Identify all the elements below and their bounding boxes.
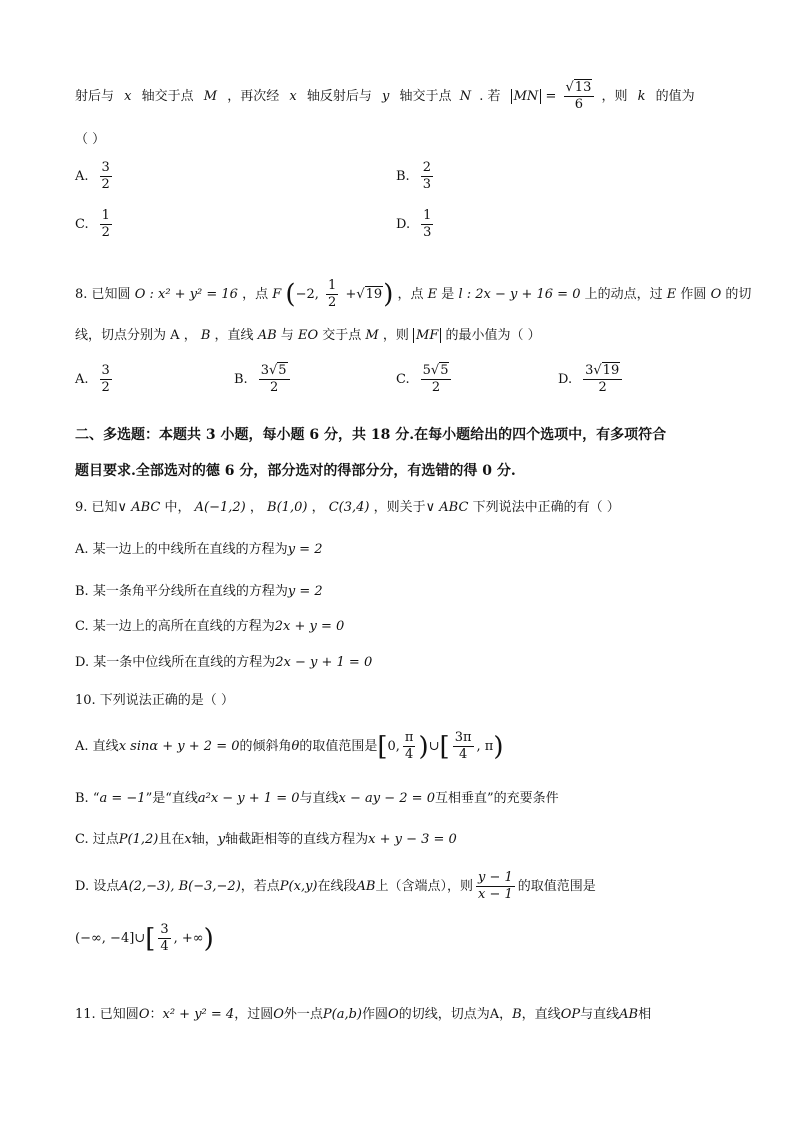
q8-option-c: C. $\frac{5√5}{2}$ (396, 363, 454, 396)
q8-option-b: B. $\frac{3√5}{2}$ (234, 363, 293, 396)
text: ，则 (601, 89, 628, 104)
q8-option-a: A. $\frac{3}{2}$ (75, 363, 110, 395)
math-var: N (459, 89, 472, 104)
math-var: y (382, 89, 390, 104)
q8-line1: 8. 已知圆 O : x² + y² = 16 ，点 F (−2, $\frac{1}{2}$ +√19) ，点 E 是 l : 2x − y + 16 = 0 上的动点，过 E 作圆 O 的切 (75, 278, 752, 310)
option-label: A. (75, 169, 89, 184)
fraction: $\frac{1}{2}$ (328, 278, 337, 310)
q8-option-d: D. $\frac{3√19}{2}$ (558, 363, 625, 396)
text: 轴交于点 (399, 89, 452, 104)
fraction: $\frac{5√5}{2}$ (421, 363, 452, 396)
text: ，再次经 (227, 89, 280, 104)
point-label: F (272, 287, 282, 302)
fraction: $\frac{3√5}{2}$ (259, 363, 290, 396)
q7-line (75, 80, 695, 113)
fraction: $\frac{√13}{6}$ (564, 80, 595, 113)
circle-equation: O : x² + y² = 16 (134, 287, 238, 302)
fraction: $\frac{\pi}{4}$ (404, 730, 414, 762)
q9-option-b: B. 某一条角平分线所在直线的方程为y = 2 (75, 584, 323, 599)
q10-option-d-range: (−∞, −4] ∪ [ $\frac{3}{4}$ , +∞ ) (75, 922, 214, 954)
q7-paren: （ ） (75, 132, 106, 147)
fraction: $\frac{2}{3}$ (422, 160, 431, 192)
text: 轴反射后与 (306, 89, 372, 104)
q7-option-d (396, 208, 436, 241)
q8-line2: 线，切点分别为 A ， B ，直线 AB 与 EO 交于点 M ，则 MF 的最小值为（ ） (75, 328, 541, 343)
option-label: C. (75, 217, 89, 232)
q10-option-a: A. 直线 x sinα + y + 2 = 0 的倾斜角 θ 的取值范围是 [ 0, $\frac{\pi}{4}$ ) ∪ [ $\frac{3\pi}{4}$ , π ) (75, 730, 504, 762)
q9-option-c: C. 某一边上的高所在直线的方程为2x + y = 0 (75, 619, 345, 634)
fraction: $\frac{3}{4}$ (160, 922, 169, 954)
math-var: x (289, 89, 297, 104)
q10-stem: 10. 下列说法正确的是（ ） (75, 693, 234, 708)
q10-option-c: C. 过点P(1,2)且在x轴，y轴截距相等的直线方程为x + y − 3 = 0 (75, 832, 457, 847)
q9-option-a: A. 某一边上的中线所在直线的方程为y = 2 (75, 542, 323, 557)
text: 的值为 (655, 89, 695, 104)
math-eq: = (545, 89, 557, 104)
math-abs: MF (413, 328, 441, 343)
text: 射后与 (75, 89, 115, 104)
fraction: $\frac{1}{3}$ (423, 208, 432, 240)
math-var: x (124, 89, 132, 104)
math-var: M (203, 89, 218, 104)
text: 轴交于点 (141, 89, 194, 104)
option-label: B. (396, 169, 410, 184)
q10-option-d: D. 设点 A(2,−3), B(−3,−2) ，若点 P(x,y) 在线段 AB 上（含端点），则 $\frac{y - 1}{x - 1}$ 的取值范围是 (75, 870, 596, 902)
math-abs: MN (511, 89, 542, 104)
q10-option-b: B. “a = −1”是“直线a²x − y + 1 = 0与直线x − ay − 2 = 0互相垂直”的充要条件 (75, 791, 559, 806)
q7-option-b (396, 160, 436, 193)
q7-option-c (75, 208, 115, 241)
section-heading-line2: 题目要求.全部选对的德 6 分，部分选对的得部分分，有选错的得 0 分. (75, 463, 516, 479)
fraction: $\frac{3}{2}$ (101, 160, 110, 192)
q11-stem: 11. 已知圆O：x² + y² = 4，过圆O外一点P(a,b)作圆O的切线，切点为A，B，直线OP与直线AB相 (75, 1007, 652, 1022)
fraction: $\frac{3√19}{2}$ (583, 363, 622, 396)
section-heading-line1: 二、多选题：本题共 3 小题，每小题 6 分，共 18 分.在每小题给出的四个选项中，有多项符合 (75, 427, 667, 443)
fraction: $\frac{y - 1}{x - 1}$ (477, 870, 513, 902)
text: . 若 (479, 89, 501, 104)
q7-option-a (75, 160, 115, 193)
option-label: D. (396, 217, 411, 232)
math-var: k (637, 89, 646, 104)
line-equation: l : 2x − y + 16 = 0 (458, 287, 581, 302)
q9-stem: 9. 已知∨ ABC 中， A(−1,2) ， B(1,0) ， C(3,4) ，则关于∨ ABC 下列说法中正确的有（ ） (75, 500, 620, 515)
fraction: $\frac{3\pi}{4}$ (454, 730, 472, 762)
fraction: $\frac{3}{2}$ (101, 363, 110, 395)
q9-option-d: D. 某一条中位线所在直线的方程为2x − y + 1 = 0 (75, 655, 373, 670)
fraction: $\frac{1}{2}$ (101, 208, 110, 240)
